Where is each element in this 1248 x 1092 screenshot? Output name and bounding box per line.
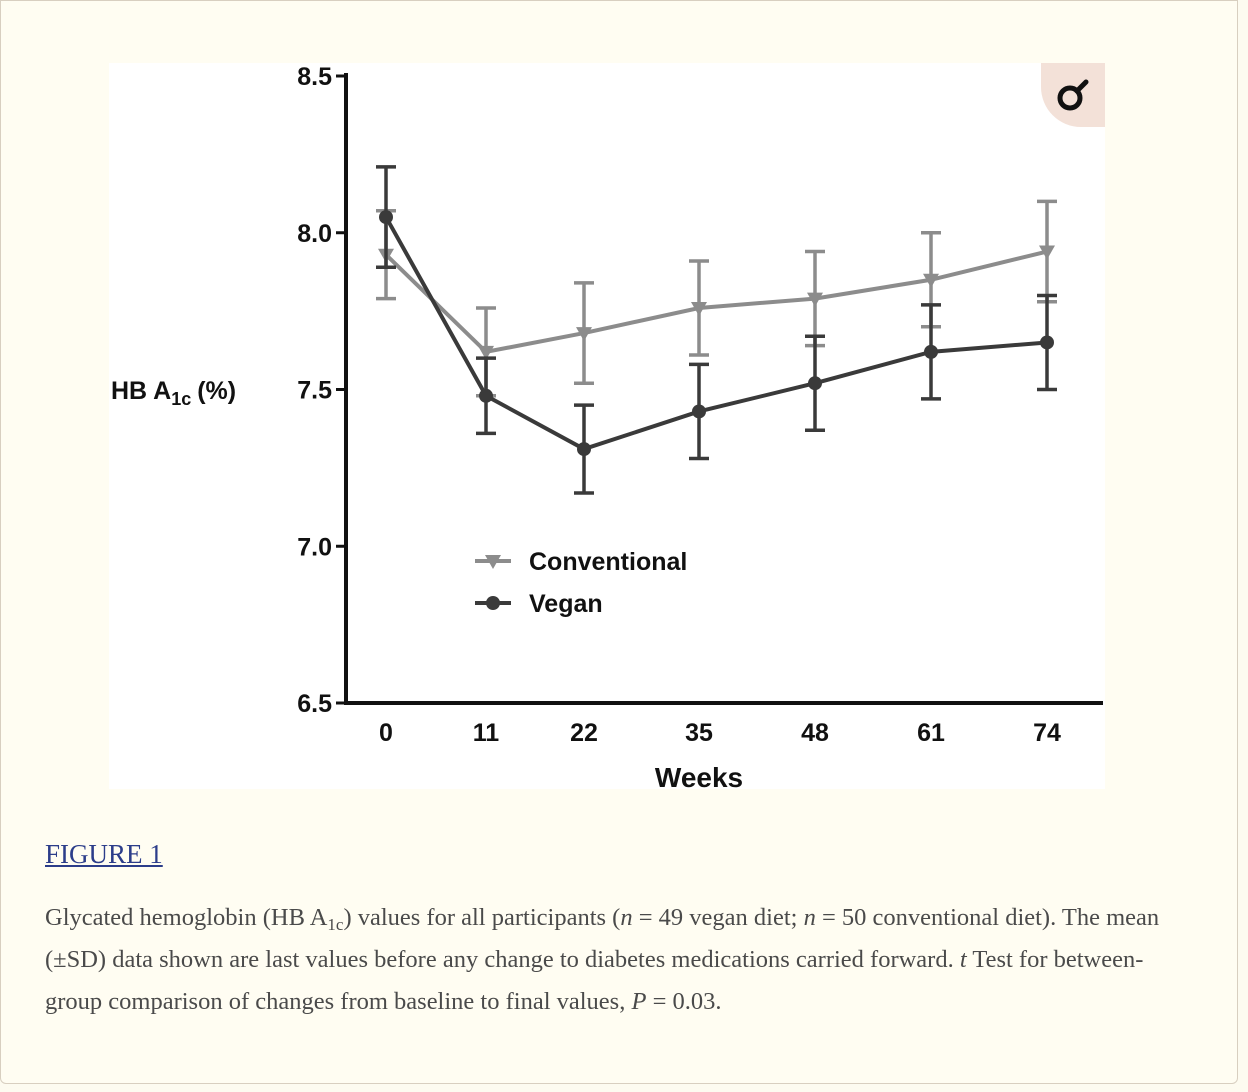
y-label-sub: 1c [171, 389, 192, 409]
y-label-main: HB A [111, 377, 172, 405]
series-layer [376, 167, 1057, 493]
x-axis-label: Weeks [654, 762, 744, 789]
caption-text: = 50 conventional diet). The mean (±SD) data shown are last values before any change to diabetes medications carried forward. [45, 904, 1160, 973]
y-tick-label: 6.5 [297, 690, 332, 718]
y-axis-label [111, 377, 236, 409]
caption-italic: t [959, 946, 967, 973]
figure-image[interactable] [109, 63, 1105, 789]
data-point [1040, 335, 1054, 349]
x-tick-label: 35 [685, 719, 713, 747]
legend-item-vegan [475, 590, 603, 618]
caption-subscript: 1c [327, 915, 344, 934]
legend-label: Vegan [529, 590, 603, 618]
data-point [486, 596, 500, 610]
caption-italic: n [803, 904, 816, 931]
y-label-unit: (%) [197, 377, 237, 405]
x-tick-label: 11 [472, 719, 500, 747]
x-tick-label: 48 [801, 719, 829, 747]
caption-text: = 49 vegan diet; [632, 904, 804, 931]
y-tick-label: 7.5 [297, 376, 332, 405]
caption-text: Test for between-group comparison of changes from baseline to final values, [45, 946, 1144, 1015]
data-point [692, 404, 706, 418]
x-tick-label: 61 [917, 719, 945, 747]
y-tick-label: 8.5 [297, 63, 332, 91]
data-point [577, 442, 591, 456]
axis-labels [111, 377, 743, 789]
x-tick-label: 74 [1033, 719, 1061, 747]
caption-text: = 0.03. [646, 988, 722, 1015]
hba1c-chart [109, 63, 1105, 789]
data-point [379, 210, 393, 224]
caption-text: ) values for all participants ( [343, 904, 621, 931]
x-tick-label: 22 [570, 719, 598, 747]
series-conventional [376, 201, 1057, 395]
y-tick-label: 8.0 [297, 219, 332, 248]
legend-item-conventional [475, 548, 687, 576]
caption-italic: P [631, 988, 647, 1015]
data-point [808, 376, 822, 390]
data-point [924, 345, 938, 359]
magnifier-icon [1053, 75, 1093, 115]
series-vegan [376, 167, 1057, 493]
x-tick-label: 0 [379, 719, 393, 747]
data-point [479, 389, 493, 403]
y-tick-label: 7.0 [297, 533, 332, 562]
caption-text: Glycated hemoglobin (HB A [45, 904, 328, 931]
figure-label-link[interactable]: FIGURE 1 [45, 839, 163, 869]
legend [475, 548, 687, 618]
figure-caption [45, 897, 1195, 1023]
legend-label: Conventional [529, 548, 688, 576]
caption-italic: n [620, 904, 633, 931]
